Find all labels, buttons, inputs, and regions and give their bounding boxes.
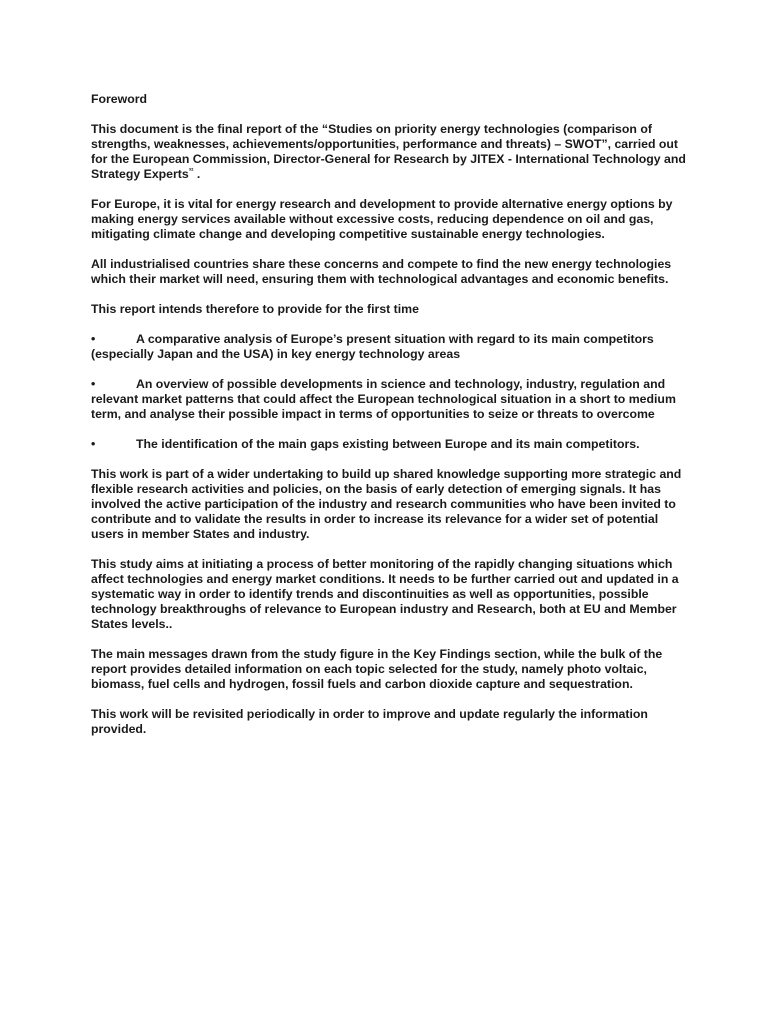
revisited-paragraph: This work will be revisited periodically in order to improve and update regularly the information provided. bbox=[91, 707, 648, 736]
intends-paragraph: This report intends therefore to provide for the first time bbox=[91, 302, 419, 316]
bullet-item bbox=[91, 332, 688, 362]
foreword-heading: Foreword bbox=[91, 92, 148, 106]
bullet-text: A comparative analysis of Europe’s present situation with regard to its main competitors (especially Japan and the USA) in key energy technology areas bbox=[91, 332, 654, 361]
intro-text: This document is the final report of the “Studies on priority energy technologies (comparison of strengths, weaknesses, achievements/opportunities, performance and threats) – SWOT”, carried out for the European Commission, Director-General for Research by JITEX - International Technology and Strategy Experts bbox=[91, 122, 686, 181]
bullet-marker: • bbox=[91, 437, 96, 451]
countries-paragraph: All industrialised countries share these concerns and compete to find the new energy technologies which their market will need, ensuring them with technological advantages and economic benefits. bbox=[91, 257, 672, 286]
bullet-text: An overview of possible developments in science and technology, industry, regulation and relevant market patterns that could affect the European technological situation in a short to medium term, and analyse their possible impact in terms of opportunities to seize or threats to overcome bbox=[91, 377, 676, 421]
intro-paragraph bbox=[91, 122, 688, 182]
messages-paragraph: The main messages drawn from the study figure in the Key Findings section, while the bulk of the report provides detailed information on each topic selected for the study, namely photo voltaic, biomass, fuel cells and hydrogen, fossil fuels and carbon dioxide capture and sequestration. bbox=[91, 647, 663, 691]
bullet-item bbox=[91, 377, 688, 422]
study-paragraph: This study aims at initiating a process of better monitoring of the rapidly changing situations which affect technologies and energy market conditions. It needs to be further carried out and updated in a systematic way in order to identify trends and discontinuities as well as opportunities, possible technology breakthroughs of relevance to European industry and Research, both at EU and Member States levels.. bbox=[91, 557, 679, 631]
intro-end: . bbox=[193, 167, 201, 181]
bullet-item bbox=[91, 437, 688, 452]
bullet-marker: • bbox=[91, 377, 96, 391]
bullet-text: The identification of the main gaps existing between Europe and its main competitors. bbox=[136, 437, 640, 451]
wider-paragraph: This work is part of a wider undertaking to build up shared knowledge supporting more strategic and flexible research activities and policies, on the basis of early detection of emerging signals. It has involved the active participation of the industry and research communities who have been invited to contribute and to validate the results in order to increase its relevance for a wider set of potential users in member States and industry. bbox=[91, 467, 682, 541]
bullet-marker: • bbox=[91, 332, 96, 346]
footnote-marker: ³² bbox=[188, 167, 194, 175]
europe-paragraph: For Europe, it is vital for energy research and development to provide alternative energy options by making energy services available without excessive costs, reducing dependence on oil and gas, mitigating climate change and developing competitive sustainable energy technologies. bbox=[91, 197, 673, 241]
